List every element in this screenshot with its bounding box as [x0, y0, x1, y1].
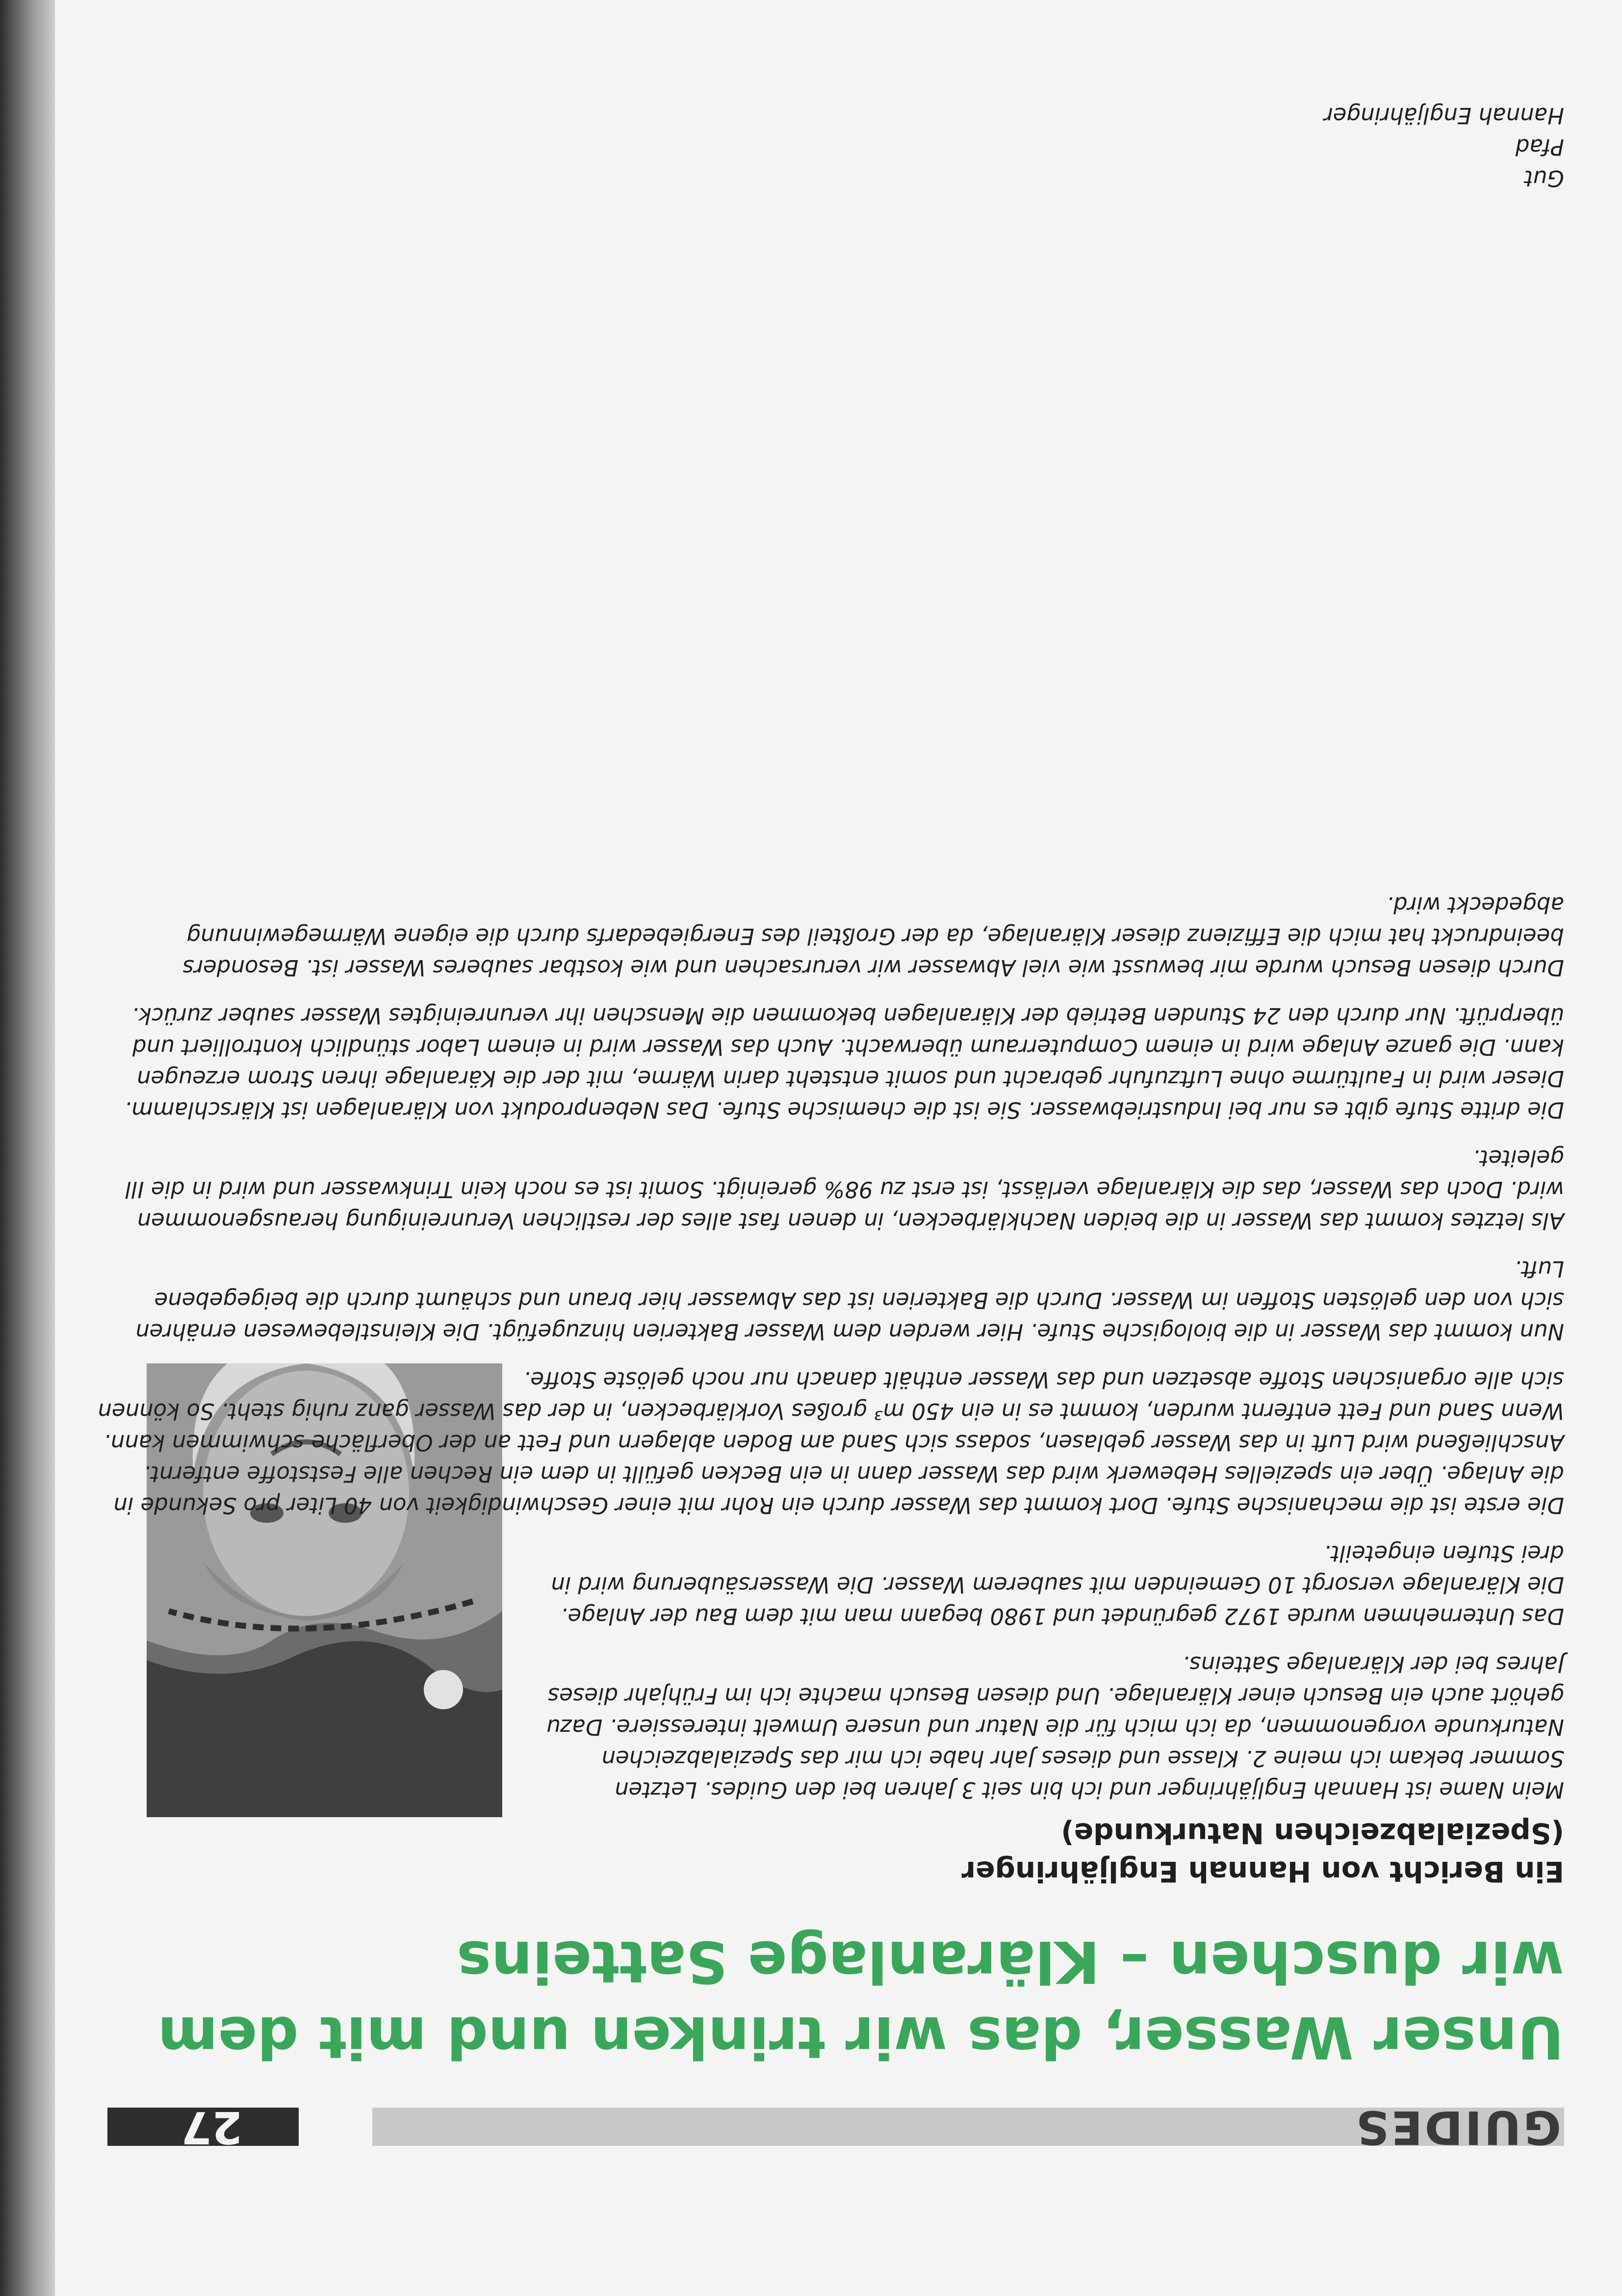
paragraph-conclusion: Durch diesen Besuch wurde mir bewusst wie viel Abwasser wir verursachen und wie kostbar sauberes Wasser ist. Besonders beeindruckt hat mich die Effizienz dieser Kläranlage, da der Großteil des Energiebedarfs durch die eigene Wärmegewinnung abgedeckt wird.: [182, 892, 1564, 981]
signature-name: Hannah Engljähringer: [1324, 103, 1564, 129]
paragraph-biological-stage: Nun kommt das Wasser in die biologische Stufe. Hier werden dem Wasser Bakterien hinzugefügt. Die Kleinstlebewesen ernähren sich von den gelösten Stoffen im Wasser. Durch die Bakterien ist das Abwasser hier braun und schäumt durch die beigegebene Luft.: [135, 1256, 1564, 1345]
byline-badge: (Spezialabzeichen Naturkunde): [1061, 1817, 1564, 1850]
paragraph-intro: Mein Name ist Hannah Engljähringer und ich bin seit 3 Jahren bei den Guides. Letzten Sommer bekam ich meine 2. Klasse und dieses Jahr habe ich mir das Spezialabzeichen Naturkunde vorgenommen, da ich mich für die Natur und unsere Umwelt interessiere. Dazu gehört auch ein Besuch einer Kläranlage. Und diesen Besuch machte ich im Frühjahr dieses Jahres bei der Kläranlage Satteins.: [546, 1651, 1564, 1803]
byline-author: Ein Bericht von Hannah Engljähringer: [961, 1855, 1564, 1888]
signature-greeting-1: Gut: [1524, 165, 1564, 191]
paragraph-mechanical-stage: Die erste ist die mechanische Stufe. Dort kommt das Wasser durch ein Rohr mit einer Geschwindigkeit von 40 Liter pro Sekunde in die Anlage. Über ein spezielles Hebewerk wird das Wasser dann in ein Becken gefüllt in dem ein Rechen alle Feststoffe entfernt. Anschließend wird Luft in das Wasser geblasen, sodass sich Sand am Boden ablagern und Fett an der Oberfläche schwimmen kann. Wenn Sand und Fett entfernt wurden, kommt es in ein 450 m³ großes Vorklärbecken, in der das Wasser ganz ruhig steht. So können sich alle organischen Stoffe absetzen und das Wasser enthält danach nur noch gelöste Stoffe.: [98, 1367, 1564, 1518]
signature-block: [1324, 100, 1564, 194]
byline: [534, 1814, 1564, 1891]
paragraph-clarifier: Als letztes kommt das Wasser in die beiden Nachklärbecken, in denen fast alles der restlichen Verunreinigung herausgenommen wird. Doch das Wasser, das die Kläranlage verlässt, ist erst zu 98% gereinigt. Somit ist es noch kein Trinkwasser und wird in die Ill geleitet.: [125, 1145, 1564, 1234]
guides-logo: GUIDES: [1354, 2100, 1561, 2154]
paragraph-chemical-stage: Die dritte Stufe gibt es nur bei Industriebwasser. Sie ist die chemische Stufe. Das Nebenprodukt von Kläranlagen ist Klärschlamm. Dieser wird in Faultürme ohne Luftzufuhr gebracht und somit entsteht darin Wärme, mit der die Käranlage ihren Strom erzeugen kann. Die ganze Anlage wird in einem Computerraum überwacht. Auch das Wasser wird in einem Labor stündlich kontrolliert und überprüft. Nur durch den 24 Stunden Betrieb der Kläranlagen bekommen die Menschen ihr verunreinigtes Wasser sauber zurück.: [124, 1003, 1564, 1123]
page-number: 27: [181, 2101, 243, 2153]
article-body: [98, 872, 1564, 1805]
page-number-box: [107, 2101, 299, 2153]
paragraph-history: Das Unternehmen wurde 1972 gegründet und 1980 begann man mit dem Bau der Anlage. Die Kläranlage versorgt 10 Gemeinden mit sauberem Wasser. Die Wassersäuberung wird in drei Stufen eingeteilt.: [551, 1540, 1564, 1629]
article-title: Unser Wasser, das wir trinken und mit dem wir duschen – Kläranlage Satteins: [157, 1928, 1564, 2071]
binding-shadow: [0, 0, 55, 2296]
page-header: [107, 2100, 1564, 2154]
signature-greeting-2: Pfad: [1515, 134, 1564, 160]
